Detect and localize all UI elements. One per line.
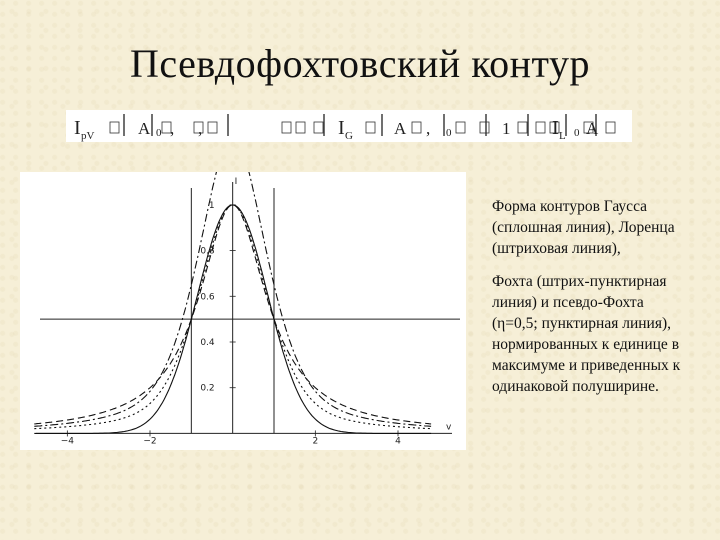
missing-glyph-box (536, 122, 545, 133)
formula-symbol: A (586, 119, 599, 138)
formula-image (66, 110, 632, 142)
missing-glyph-box (606, 122, 615, 133)
formula-symbol: , (426, 119, 431, 138)
formula-symbol: A (138, 119, 151, 138)
formula-symbol: 1 (502, 119, 511, 138)
pseudo-voigt-formula (66, 110, 632, 142)
missing-glyph-box (314, 122, 323, 133)
formula-symbol: 0 (574, 127, 580, 139)
formula-subscript: L (559, 130, 566, 142)
x-tick-label: 4 (395, 436, 401, 447)
formula-symbol: I (338, 117, 345, 139)
y-tick-label: 0.6 (200, 292, 215, 303)
missing-glyph-box (296, 122, 305, 133)
missing-glyph-box (366, 122, 375, 133)
x-tick-label: 2 (312, 436, 319, 447)
formula-symbol: 0 (156, 127, 162, 139)
missing-glyph-box (282, 122, 291, 133)
x-axis-label: v (446, 422, 452, 433)
y-tick-label: 1 (208, 200, 215, 211)
description (492, 196, 692, 409)
y-tick-label: 0.8 (200, 246, 215, 257)
formula-symbol: , (170, 119, 175, 138)
formula-subscript: pV (81, 130, 95, 142)
description-paragraph-1: Форма контуров Гаусса (сплошная линия), Лоренца (штриховая линия), (492, 198, 675, 257)
y-axis-label: I (234, 177, 238, 187)
slide-title: Псевдофохтовский контур (130, 41, 590, 86)
formula-symbol: , (198, 119, 203, 138)
missing-glyph-box (480, 122, 489, 133)
formula-subscript: G (345, 130, 353, 142)
x-tick-label: −2 (143, 436, 157, 447)
missing-glyph-box (518, 122, 527, 133)
formula-symbol: 0 (446, 127, 452, 139)
formula-symbol: I (552, 117, 559, 139)
y-tick-label: 0.4 (200, 338, 215, 348)
description-paragraph-2: Фохта (штрих-пунктирная линия) и псевдо-Фохта (η=0,5; пунктирная линия), нормированных к единице в максимуме и приведенных к одинаковой полуширине. (492, 273, 681, 395)
x-tick-label: −4 (60, 436, 74, 447)
missing-glyph-box (110, 122, 119, 133)
line-shape-chart (20, 172, 466, 450)
missing-glyph-box (208, 122, 217, 133)
chart-container (20, 172, 466, 450)
missing-glyph-box (412, 122, 421, 133)
missing-glyph-box (456, 122, 465, 133)
y-tick-label: 0.2 (200, 383, 215, 394)
formula-symbol: A (394, 119, 407, 138)
formula-symbol: I (74, 117, 81, 139)
